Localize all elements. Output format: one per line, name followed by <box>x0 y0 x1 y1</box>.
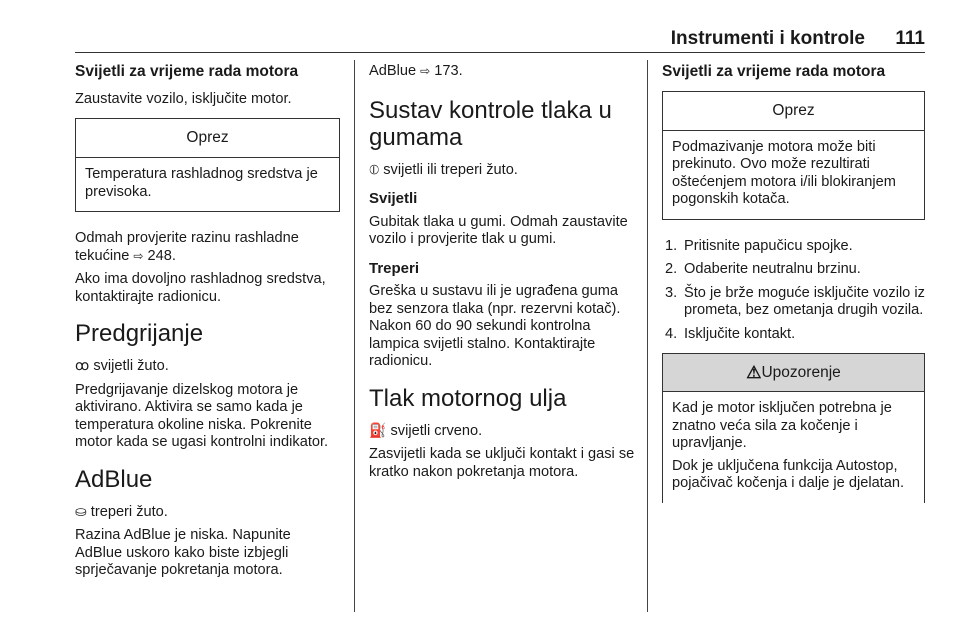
tire-pressure-icon: ⦶ <box>369 160 380 177</box>
warning-header <box>663 354 924 392</box>
paragraph: ꝏ svijetli žuto. <box>75 357 169 374</box>
reference-arrow-icon: ⇨ <box>133 248 144 263</box>
warning-text: Kad je motor isključen potrebna je znatno veća sila za kočenje i upravljanje. <box>672 400 892 451</box>
warning-box <box>662 353 925 503</box>
paragraph: ⦶ svijetli ili treperi žuto. <box>369 160 518 178</box>
warning-text: Dok je uključena funkcija Autostop, pojačivač kočenja i dalje je djelatan. <box>672 457 905 491</box>
caution-text: Podmazivanje motora može biti prekinuto. Ovo može rezultirati oštećenjem motora i/ili blokiranjem pogonskih kotača. <box>672 138 896 207</box>
column-divider <box>354 60 355 612</box>
list-item: 3. Što je brže moguće isključite vozilo iz prometa, bez ometanja drugih vozila. <box>665 284 925 318</box>
oil-pressure-icon: ⛽ <box>369 421 387 438</box>
paragraph: Razina AdBlue je niska. Napunite AdBlue uskoro kako biste izbjegli sprječavanje pokretanja motora. <box>75 527 291 578</box>
page-reference[interactable]: 248. <box>147 247 176 264</box>
paragraph: Greška u sustavu ili je ugrađena guma bez senzora tlaka (npr. rezervni kotač). Nakon 60 do 90 sekundi kontrolna lampica svijetli stalno. Kontaktirajte radionicu. <box>369 283 621 369</box>
section-title: AdBlue <box>75 465 153 493</box>
section-title: Predgrijanje <box>75 320 204 347</box>
section-title: Tlak motornog ulja <box>369 384 567 412</box>
column-2 <box>369 63 635 487</box>
column-3 <box>662 63 925 503</box>
header-title: Instrumenti i kontrole <box>670 28 865 49</box>
warning-title: Upozorenje <box>761 364 841 381</box>
caution-box <box>662 91 925 220</box>
paragraph: AdBlue ⇨ 173. <box>369 63 463 79</box>
paragraph: Ako ima dovoljno rashladnog sredstva, kontaktirajte radionicu. <box>75 271 326 305</box>
header-rule <box>75 52 925 53</box>
caution-text: Temperatura rashladnog sredstva je previsoka. <box>85 166 318 200</box>
caution-title: Oprez <box>663 92 924 131</box>
steps-list <box>662 238 925 344</box>
section-heading: Svijetli za vrijeme rada motora <box>75 63 299 80</box>
paragraph: Gubitak tlaka u gumi. Odmah zaustavite vozilo i provjerite tlak u gumi. <box>369 213 628 247</box>
warning-icon: ⚠ <box>746 363 762 382</box>
section-heading: Svijetli za vrijeme rada motora <box>662 63 886 80</box>
section-title: Sustav kontrole tlaka u gumama <box>369 96 612 151</box>
subheading: Treperi <box>369 259 420 277</box>
subheading: Svijetli <box>369 190 418 207</box>
caution-box <box>75 118 340 212</box>
paragraph: Zasvijetli kada se uključi kontakt i gasi se kratko nakon pokretanja motora. <box>369 446 635 480</box>
page-header <box>75 28 925 52</box>
list-item: 4. Isključite kontakt. <box>665 325 796 342</box>
paragraph: ⛽ svijetli crveno. <box>369 421 483 439</box>
adblue-icon: ⛀ <box>75 502 87 519</box>
paragraph: Odmah provjerite razinu rashladne tekućine ⇨ 248. <box>75 230 299 264</box>
paragraph: ⛀ treperi žuto. <box>75 502 168 520</box>
column-divider <box>647 60 648 612</box>
page-number: 111 <box>895 28 925 49</box>
paragraph: Predgrijavanje dizelskog motora je aktivirano. Aktivira se samo kada je temperatura okoline niska. Pokrenite motor kada se ugasi kontrolni indikator. <box>75 381 329 450</box>
reference-arrow-icon: ⇨ <box>420 64 431 78</box>
preheat-icon: ꝏ <box>75 357 90 373</box>
page-reference[interactable]: 173. <box>434 63 463 79</box>
paragraph: Zaustavite vozilo, isključite motor. <box>75 90 292 107</box>
list-item: 1. Pritisnite papučicu spojke. <box>665 237 853 254</box>
list-item: 2. Odaberite neutralnu brzinu. <box>665 261 861 277</box>
column-1 <box>75 63 340 586</box>
caution-title: Oprez <box>76 119 339 158</box>
